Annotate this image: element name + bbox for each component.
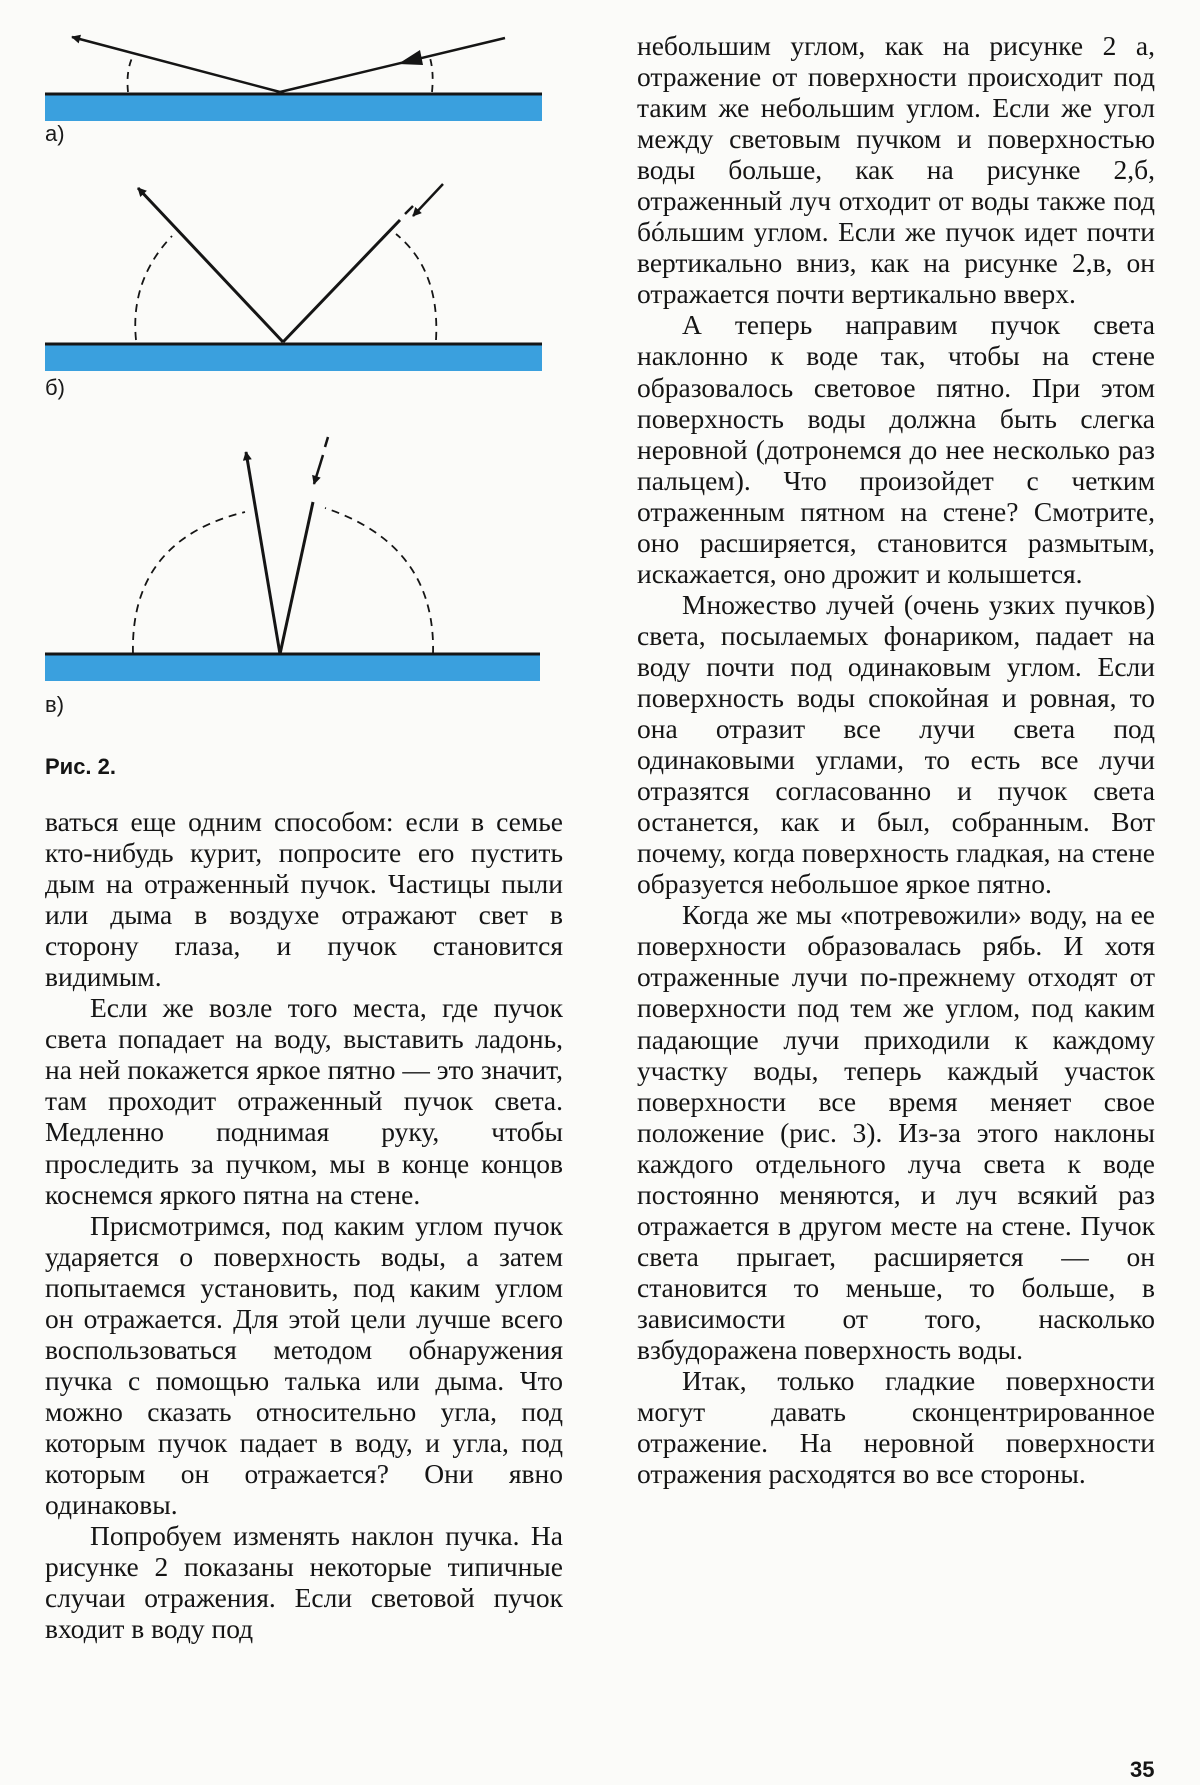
panel-a-label: а) xyxy=(45,121,65,146)
water-surface-c xyxy=(45,654,540,681)
paragraph: небольшим углом, как на рисунке 2 а, отражение от поверхности происходит под таким же небольшим углом. Если же угол между световым пучком и поверхностью воды больше, как на рисунке 2,б, отраженный луч отходит от воды также под бóльшим углом. Если же пучок идет почти вертикально вниз, как на рисунке 2,в, он отражается почти вертикально вверх. xyxy=(637,30,1155,310)
paragraph: Если же возле того места, где пучок света попадает на воду, выставить ладонь, на ней покажется яркое пятно — это значит, там проходит отраженный пучок света. Медленно поднимая руку, чтобы проследить за пучком, мы в конце концов коснемся яркого пятна на стене. xyxy=(45,992,563,1210)
panel-b-diagram xyxy=(45,184,542,371)
figure-caption: Рис. 2. xyxy=(45,754,117,779)
incident-ray-c xyxy=(280,502,313,654)
paragraph: А теперь направим пучок света наклонно к воде так, чтобы на стене образовалось световое пятно. При этом поверхность воды должна быть слегка неровной (дотронемся до нее несколько раз пальцем). Что произойдет с четким отраженным пятном на стене? Смотрите, оно расширяется, становится размытым, искажается, оно дрожит и колышется. xyxy=(637,309,1155,589)
paragraph: Итак, только гладкие поверхности могут давать сконцентрированное отражение. На неровной поверхности отражения расходятся во все стороны. xyxy=(637,1365,1155,1490)
paragraph: Попробуем изменять наклон пучка. На рисунке 2 показаны некоторые типичные случаи отражения. Если световой пучок входит в воду под xyxy=(45,1520,563,1645)
panel-c-diagram xyxy=(45,437,540,681)
water-surface-b xyxy=(45,344,542,371)
incident-ray-b xyxy=(283,220,400,342)
panel-a-diagram xyxy=(45,37,542,121)
panel-c-label: в) xyxy=(45,692,65,717)
paragraph: Множество лучей (очень узких пучков) света, посылаемых фонариком, падает на воду почти под одинаковым углом. Если поверхность воды спокойная и ровная, то она отразит все лучи света под одинаковыми углами, то есть все лучи отразятся согласованно и пучок света останется, как и был, собранным. Вот почему, когда поверхность гладкая, на стене образуется небольшое яркое пятно. xyxy=(637,588,1155,900)
reflection-figure xyxy=(0,0,600,800)
water-surface-a xyxy=(45,94,542,121)
reflected-ray-b xyxy=(138,188,283,342)
reflected-ray-c xyxy=(246,452,280,654)
page-number: 35 xyxy=(1130,1757,1155,1782)
incident-arrow-a xyxy=(398,50,423,65)
panel-b-label: б) xyxy=(45,375,65,400)
incident-ray-a xyxy=(280,38,505,92)
reflected-ray-a xyxy=(72,37,280,92)
paragraph: Когда же мы «потревожили» воду, на ее поверхности образовалась рябь. И хотя отраженные лучи по-прежнему отходят от поверхности под тем же углом, под каким падающие лучи приходили к каждому участку воды, теперь каждый участок поверхности все время меняет свое положение (рис. 3). Из-за этого наклоны каждого отдельного луча света к воде постоянно меняются, и луч всякий раз отражается в другом месте на стене. Пучок света прыгает, расширяется — он становится то меньше, то больше, в зависимости от того, насколько взбудоражена поверхность воды. xyxy=(637,899,1155,1365)
paragraph: Присмотримся, под каким углом пучок ударяется о поверхность воды, а затем попытаемся установить, под каким углом он отражается. Для этой цели лучше всего воспользоваться методом обнаружения пучка с помощью талька или дыма. Что можно сказать относительно угла, под которым пучок падает в воду, и угла, под которым он отражается? Они явно одинаковы. xyxy=(45,1209,563,1521)
right-text-column xyxy=(637,30,1155,1489)
paragraph: ваться еще одним способом: если в семье кто-нибудь курит, попросите его пустить дым на отраженный пучок. Частицы пыли или дыма в воздухе отражают свет в сторону глаза, и пучок становится видимым. xyxy=(45,806,563,993)
left-text-column xyxy=(45,806,563,1644)
